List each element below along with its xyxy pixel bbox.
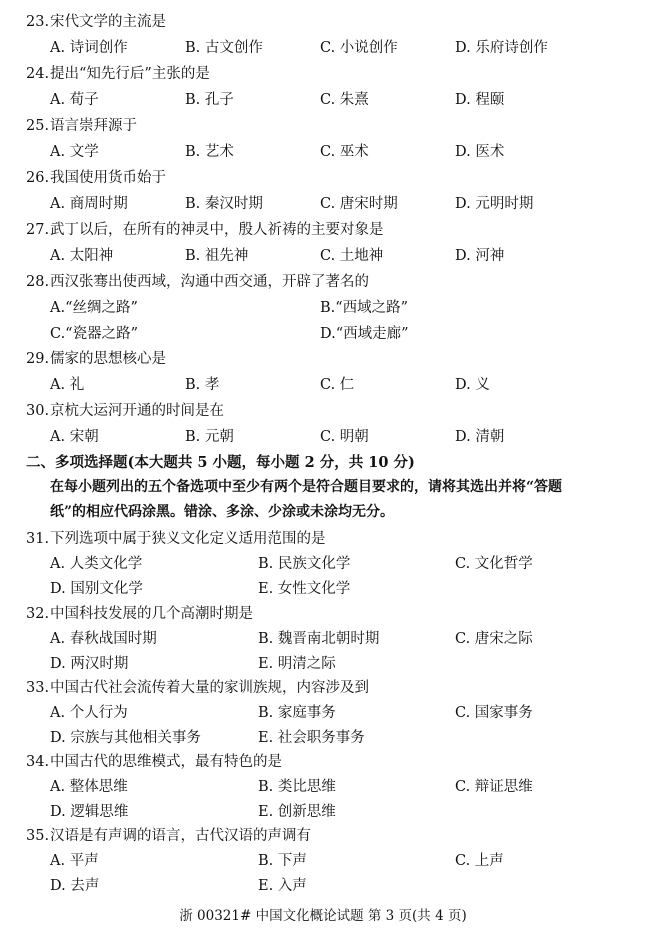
page-footer: 浙 00321# 中国文化概论试题 第 3 页(共 4 页)	[179, 908, 467, 924]
option-d: D. 河神	[455, 248, 505, 264]
option-c: C. 唐宋时期	[320, 196, 398, 212]
question-stem: 中国古代社会流传着大量的家训族规，内容涉及到	[50, 680, 369, 696]
question-stem: 京杭大运河开通的时间是在	[50, 403, 224, 419]
option-c: C.“瓷器之路”	[50, 326, 139, 342]
option-e: E. 明清之际	[258, 656, 336, 672]
option-b: B. 类比思维	[258, 779, 336, 795]
option-a: A. 商周时期	[50, 196, 128, 212]
question-number: 31.	[26, 531, 50, 547]
question-stem: 中国古代的思维模式，最有特色的是	[50, 754, 282, 770]
option-d: D. 义	[455, 377, 490, 393]
option-b: B. 孝	[185, 377, 220, 393]
question-number: 25.	[26, 118, 50, 134]
option-b: B. 下声	[258, 853, 307, 869]
option-a: A. 个人行为	[50, 705, 128, 721]
option-c: C. 上声	[455, 853, 504, 869]
option-c: C. 朱熹	[320, 92, 369, 108]
option-c: C. 巫术	[320, 144, 369, 160]
option-d: D. 清朝	[455, 429, 505, 445]
option-e: E. 创新思维	[258, 804, 336, 820]
question-28	[26, 270, 369, 291]
option-e: E. 入声	[258, 878, 307, 894]
option-b: B.“西域之路”	[320, 300, 409, 316]
option-c: C. 土地神	[320, 248, 384, 264]
option-b: B. 家庭事务	[258, 705, 336, 721]
question-number: 26.	[26, 170, 50, 186]
option-c: C. 唐宋之际	[455, 631, 533, 647]
option-b: B. 孔子	[185, 92, 234, 108]
question-number: 27.	[26, 222, 50, 238]
option-a: A. 诗词创作	[50, 40, 128, 56]
section-instruction-line1: 在每小题列出的五个备选项中至少有两个是符合题目要求的，请将其选出并将“答题	[50, 479, 563, 495]
option-a: A. 整体思维	[50, 779, 128, 795]
option-a: A. 平声	[50, 853, 99, 869]
question-stem: 武丁以后，在所有的神灵中，殷人祈祷的主要对象是	[50, 222, 384, 238]
option-a: A.“丝绸之路”	[50, 300, 138, 316]
question-stem: 汉语是有声调的语言，古代汉语的声调有	[50, 828, 311, 844]
option-b: B. 民族文化学	[258, 556, 351, 572]
question-stem: 西汉张骞出使西域，沟通中西交通，开辟了著名的	[50, 274, 369, 290]
question-stem: 中国科技发展的几个高潮时期是	[50, 606, 253, 622]
option-e: E. 女性文化学	[258, 581, 351, 597]
question-35	[26, 824, 311, 845]
option-b: B. 秦汉时期	[185, 196, 263, 212]
question-stem: 宋代文学的主流是	[50, 14, 166, 30]
option-a: A. 太阳神	[50, 248, 114, 264]
option-b: B. 古文创作	[185, 40, 263, 56]
option-b: B. 祖先神	[185, 248, 249, 264]
option-a: A. 荀子	[50, 92, 99, 108]
question-31	[26, 527, 326, 548]
option-c: C. 明朝	[320, 429, 369, 445]
option-c: C. 小说创作	[320, 40, 398, 56]
question-number: 33.	[26, 680, 50, 696]
question-stem: 下列选项中属于狭义文化定义适用范围的是	[50, 531, 326, 547]
question-26	[26, 166, 166, 187]
question-number: 23.	[26, 14, 50, 30]
option-d: D. 医术	[455, 144, 505, 160]
question-32	[26, 602, 253, 623]
question-33	[26, 676, 369, 697]
section-title: 二、多项选择题(本大题共 5 小题，每小题 2 分，共 10 分)	[26, 454, 415, 471]
question-stem: 儒家的思想核心是	[50, 351, 166, 367]
question-30	[26, 399, 224, 420]
option-c: C. 辩证思维	[455, 779, 533, 795]
question-number: 30.	[26, 403, 50, 419]
option-d: D. 宗族与其他相关事务	[50, 730, 201, 746]
question-23	[26, 10, 166, 31]
section-instruction-line2: 纸”的相应代码涂黑。错涂、多涂、少涂或未涂均无分。	[50, 504, 395, 520]
option-b: B. 元朝	[185, 429, 234, 445]
option-c: C. 仁	[320, 377, 355, 393]
option-d: D. 逻辑思维	[50, 804, 129, 820]
option-e: E. 社会职务事务	[258, 730, 365, 746]
question-number: 34.	[26, 754, 50, 770]
question-25	[26, 114, 137, 135]
option-c: C. 国家事务	[455, 705, 533, 721]
option-b: B. 艺术	[185, 144, 234, 160]
option-d: D. 去声	[50, 878, 100, 894]
option-d: D. 国别文化学	[50, 581, 143, 597]
option-a: A. 文学	[50, 144, 99, 160]
option-d: D. 程颐	[455, 92, 505, 108]
option-d: D.“西域走廊”	[320, 326, 409, 342]
question-stem: 提出“知先行后”主张的是	[50, 66, 210, 82]
question-number: 24.	[26, 66, 50, 82]
question-stem: 语言崇拜源于	[50, 118, 137, 134]
option-d: D. 乐府诗创作	[455, 40, 548, 56]
question-number: 35.	[26, 828, 50, 844]
option-a: A. 人类文化学	[50, 556, 143, 572]
question-24	[26, 62, 210, 83]
option-a: A. 宋朝	[50, 429, 99, 445]
option-d: D. 两汉时期	[50, 656, 129, 672]
option-d: D. 元明时期	[455, 196, 534, 212]
question-34	[26, 750, 282, 771]
option-b: B. 魏晋南北朝时期	[258, 631, 380, 647]
question-27	[26, 218, 384, 239]
question-stem: 我国使用货币始于	[50, 170, 166, 186]
option-c: C. 文化哲学	[455, 556, 533, 572]
question-29	[26, 347, 166, 368]
question-number: 28.	[26, 274, 50, 290]
question-number: 32.	[26, 606, 50, 622]
option-a: A. 礼	[50, 377, 85, 393]
option-a: A. 春秋战国时期	[50, 631, 157, 647]
question-number: 29.	[26, 351, 50, 367]
